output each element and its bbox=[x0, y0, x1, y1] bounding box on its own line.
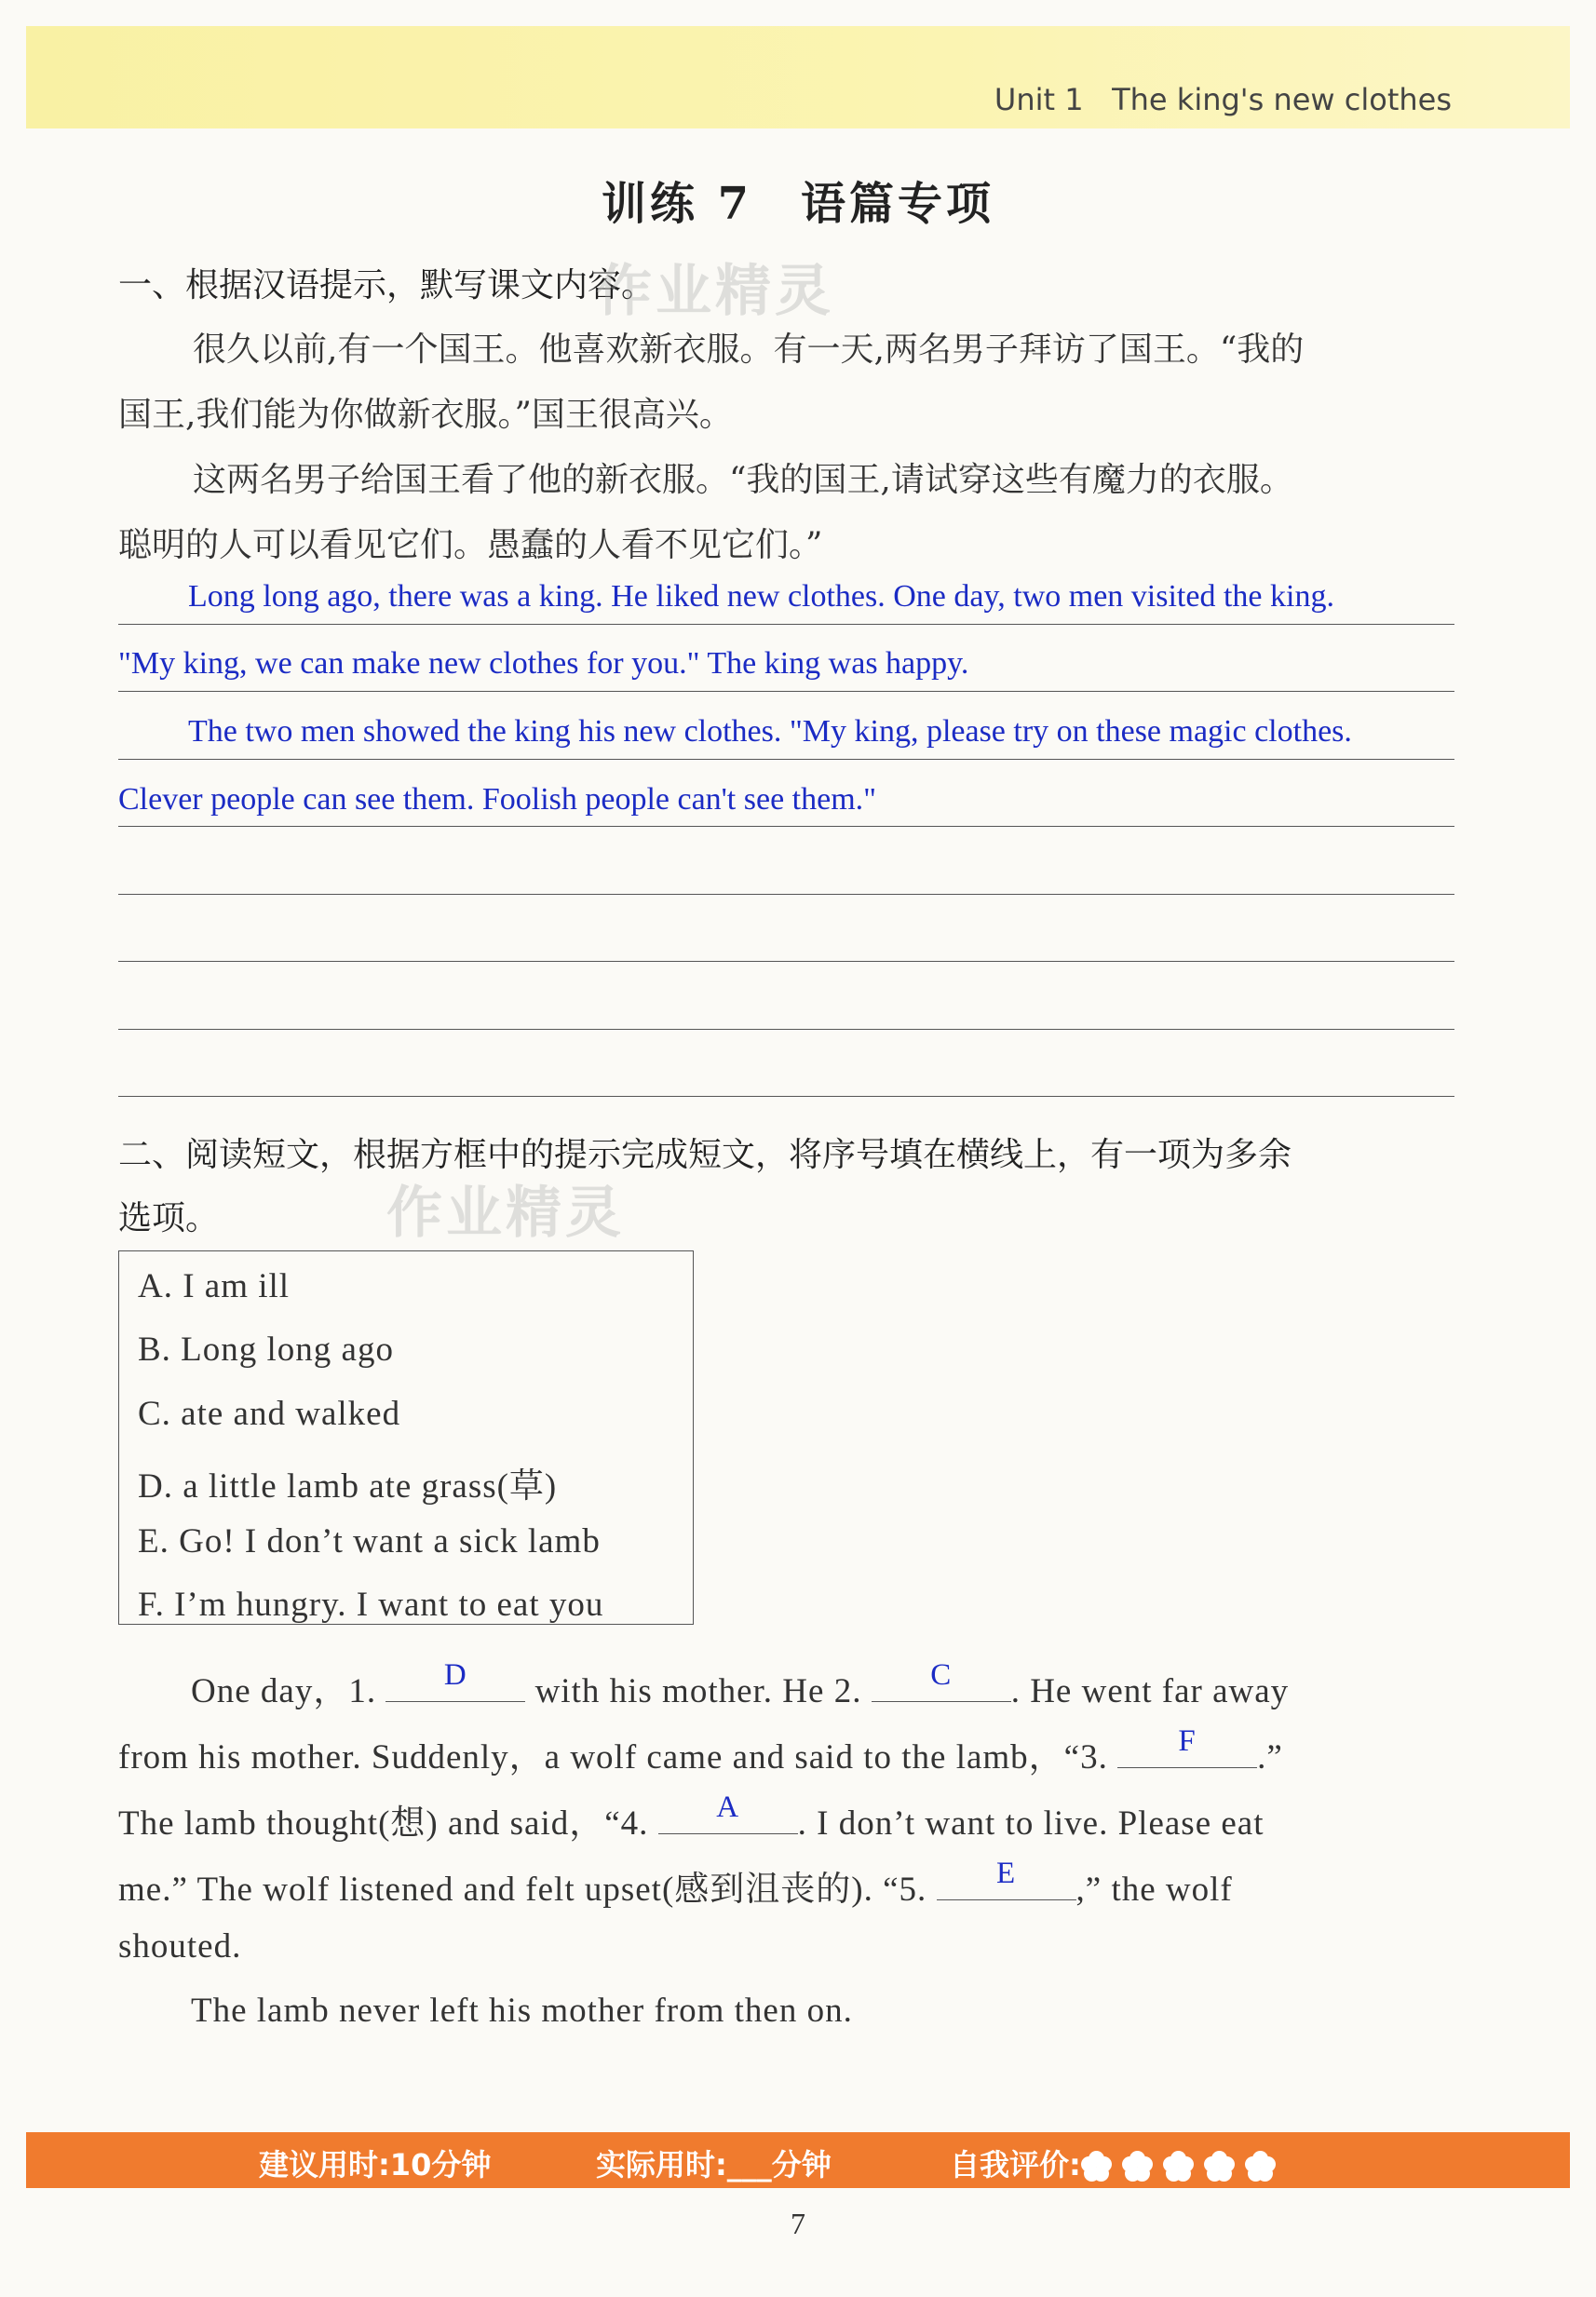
story-line-4: me.” The wolf listened and felt upset(感到沮丧的). “5. E ,” the wolf bbox=[118, 1857, 1233, 1909]
story-line-1: One day，1. D with his mother. He 2. C . He went far away bbox=[191, 1658, 1290, 1710]
suggested-time: 建议用时:10分钟 bbox=[259, 2147, 492, 2182]
blank-2[interactable]: C bbox=[872, 1669, 1011, 1702]
writing-line bbox=[118, 894, 1454, 895]
story-line-5: shouted. bbox=[118, 1927, 242, 1966]
unit-label: Unit 1 bbox=[994, 82, 1084, 117]
option-d: D. a little lamb ate grass(草) bbox=[138, 1467, 558, 1506]
star-rating[interactable] bbox=[1081, 2147, 1286, 2182]
option-c: C. ate and walked bbox=[138, 1395, 401, 1433]
zh-line-4: 聪明的人可以看见它们。愚蠢的人看不见它们。” bbox=[118, 526, 823, 564]
blank-1[interactable]: D bbox=[385, 1669, 525, 1702]
page-number: 7 bbox=[791, 2207, 805, 2240]
watermark: 作业精灵 bbox=[386, 1181, 625, 1246]
section2-heading-line1: 二、阅读短文，根据方框中的提示完成短文，将序号填在横线上，有一项为多余 bbox=[118, 1136, 1292, 1174]
self-evaluation: 自我评价: bbox=[950, 2142, 1286, 2184]
answer-line-1: Long long ago, there was a king. He liked new clothes. One day, two men visited the king. bbox=[188, 579, 1334, 614]
answer-line-2: "My king, we can make new clothes for you." The king was happy. bbox=[118, 646, 969, 681]
flower-star-icon[interactable] bbox=[1163, 2151, 1195, 2182]
lesson-title: The king's new clothes bbox=[1112, 82, 1452, 117]
writing-line bbox=[118, 759, 1454, 760]
writing-line bbox=[118, 624, 1454, 625]
blank-5[interactable]: E bbox=[937, 1868, 1076, 1900]
writing-line bbox=[118, 1029, 1454, 1030]
option-a: A. I am ill bbox=[138, 1267, 291, 1305]
page-title: 训练 7 语篇专项 bbox=[601, 178, 995, 230]
actual-time: 实际用时:___分钟 bbox=[596, 2147, 832, 2182]
writing-line bbox=[118, 1096, 1454, 1097]
answer-line-4: Clever people can see them. Foolish people can't see them." bbox=[118, 782, 877, 817]
story-line-6: The lamb never left his mother from then on. bbox=[191, 1992, 853, 2030]
flower-star-icon[interactable] bbox=[1081, 2151, 1113, 2182]
writing-line bbox=[118, 691, 1454, 692]
watermark: 作业精灵 bbox=[596, 259, 834, 324]
zh-line-2: 国王,我们能为你做新衣服。”国王很高兴。 bbox=[118, 396, 733, 434]
writing-line bbox=[118, 826, 1454, 827]
zh-line-1: 很久以前,有一个国王。他喜欢新衣服。有一天,两名男子拜访了国王。“我的 bbox=[193, 331, 1305, 369]
story-line-2: from his mother. Suddenly，a wolf came and said to the lamb，“3. F .” bbox=[118, 1724, 1283, 1777]
blank-3[interactable]: F bbox=[1117, 1736, 1257, 1768]
section1-heading: 一、根据汉语提示，默写课文内容。 bbox=[118, 266, 656, 304]
blank-4[interactable]: A bbox=[658, 1802, 798, 1834]
option-f: F. I’m hungry. I want to eat you bbox=[138, 1586, 604, 1624]
section2-heading-line2: 选项。 bbox=[118, 1199, 220, 1237]
running-header bbox=[994, 82, 1452, 117]
writing-line bbox=[118, 961, 1454, 962]
flower-star-icon[interactable] bbox=[1204, 2151, 1236, 2182]
option-b: B. Long long ago bbox=[138, 1331, 394, 1369]
story-line-3: The lamb thought(想) and said，“4. A . I don’t want to live. Please eat bbox=[118, 1790, 1265, 1843]
option-e: E. Go! I don’t want a sick lamb bbox=[138, 1522, 601, 1561]
flower-star-icon[interactable] bbox=[1245, 2151, 1277, 2182]
answer-line-3: The two men showed the king his new clothes. "My king, please try on these magic clothes. bbox=[188, 714, 1352, 749]
options-box bbox=[118, 1250, 694, 1625]
zh-line-3: 这两名男子给国王看了他的新衣服。“我的国王,请试穿这些有魔力的衣服。 bbox=[193, 461, 1293, 499]
flower-star-icon[interactable] bbox=[1122, 2151, 1154, 2182]
